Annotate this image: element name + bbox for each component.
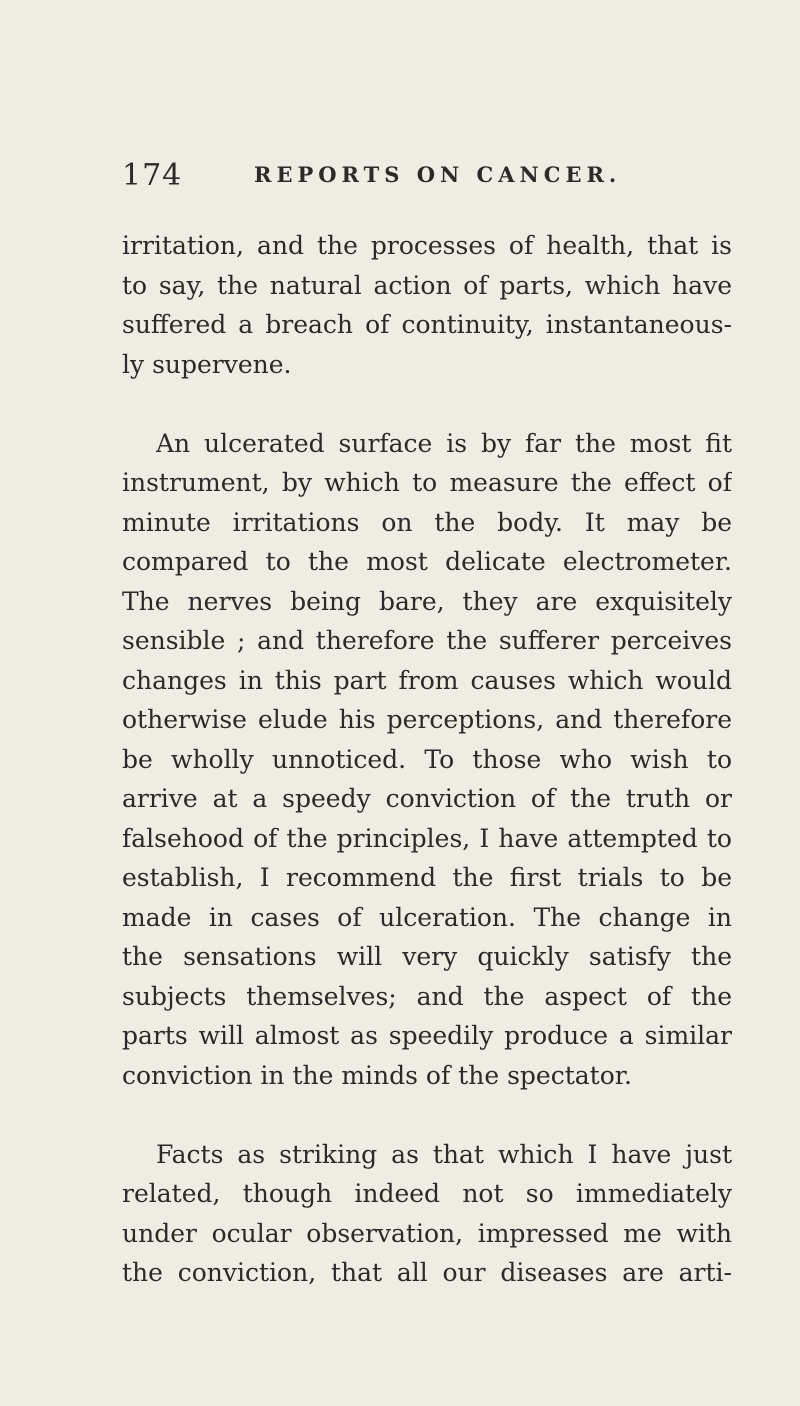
text-line: compared to the most delicate electrometer. <box>122 547 732 576</box>
text-line: related, though indeed not so immediately <box>122 1179 732 1208</box>
text-line: irritation, and the processes of health, that is <box>122 231 732 260</box>
text-line: Facts as striking as that which I have just <box>156 1139 732 1169</box>
text-line: otherwise elude his perceptions, and therefore <box>122 705 732 734</box>
text-line: the sensations will very quickly satisfy the <box>122 942 732 971</box>
text-line: under ocular observation, impressed me with <box>122 1218 732 1248</box>
paragraph-3 <box>122 1135 732 1293</box>
body-text <box>122 226 732 1293</box>
text-line: minute irritations on the body. It may be <box>122 507 732 537</box>
text-line: sensible ; and therefore the sufferer perceives <box>122 626 732 655</box>
text-line: made in cases of ulceration. The change in <box>122 902 732 932</box>
paragraph-gap <box>122 1095 732 1135</box>
text-line: changes in this part from causes which would <box>122 665 732 695</box>
text-line: instrument, by which to measure the effect of <box>122 468 732 497</box>
text-line: establish, I recommend the first trials to be <box>122 863 732 892</box>
page-header <box>122 158 722 198</box>
text-line: arrive at a speedy conviction of the truth or <box>122 784 732 813</box>
text-line: the conviction, that all our diseases are arti- <box>122 1258 732 1287</box>
text-line: An ulcerated surface is by far the most fit <box>156 428 732 458</box>
paragraph-2 <box>122 424 732 1096</box>
paragraph-1 <box>122 226 732 384</box>
paragraph-gap <box>122 384 732 424</box>
text-line: suffered a breach of continuity, instantaneous- <box>122 310 732 339</box>
text-line: conviction in the minds of the spectator. <box>122 1060 632 1090</box>
text-line: The nerves being bare, they are exquisitely <box>122 586 732 616</box>
text-line: ly supervene. <box>122 349 292 379</box>
text-line: subjects themselves; and the aspect of the <box>122 981 732 1011</box>
running-head: REPORTS ON CANCER. <box>254 162 622 187</box>
text-line: to say, the natural action of parts, which have <box>122 270 732 300</box>
text-line: be wholly unnoticed. To those who wish to <box>122 744 732 774</box>
page-number: 174 <box>122 158 183 193</box>
text-line: parts will almost as speedily produce a similar <box>122 1021 732 1050</box>
text-line: falsehood of the principles, I have attempted to <box>122 823 732 853</box>
